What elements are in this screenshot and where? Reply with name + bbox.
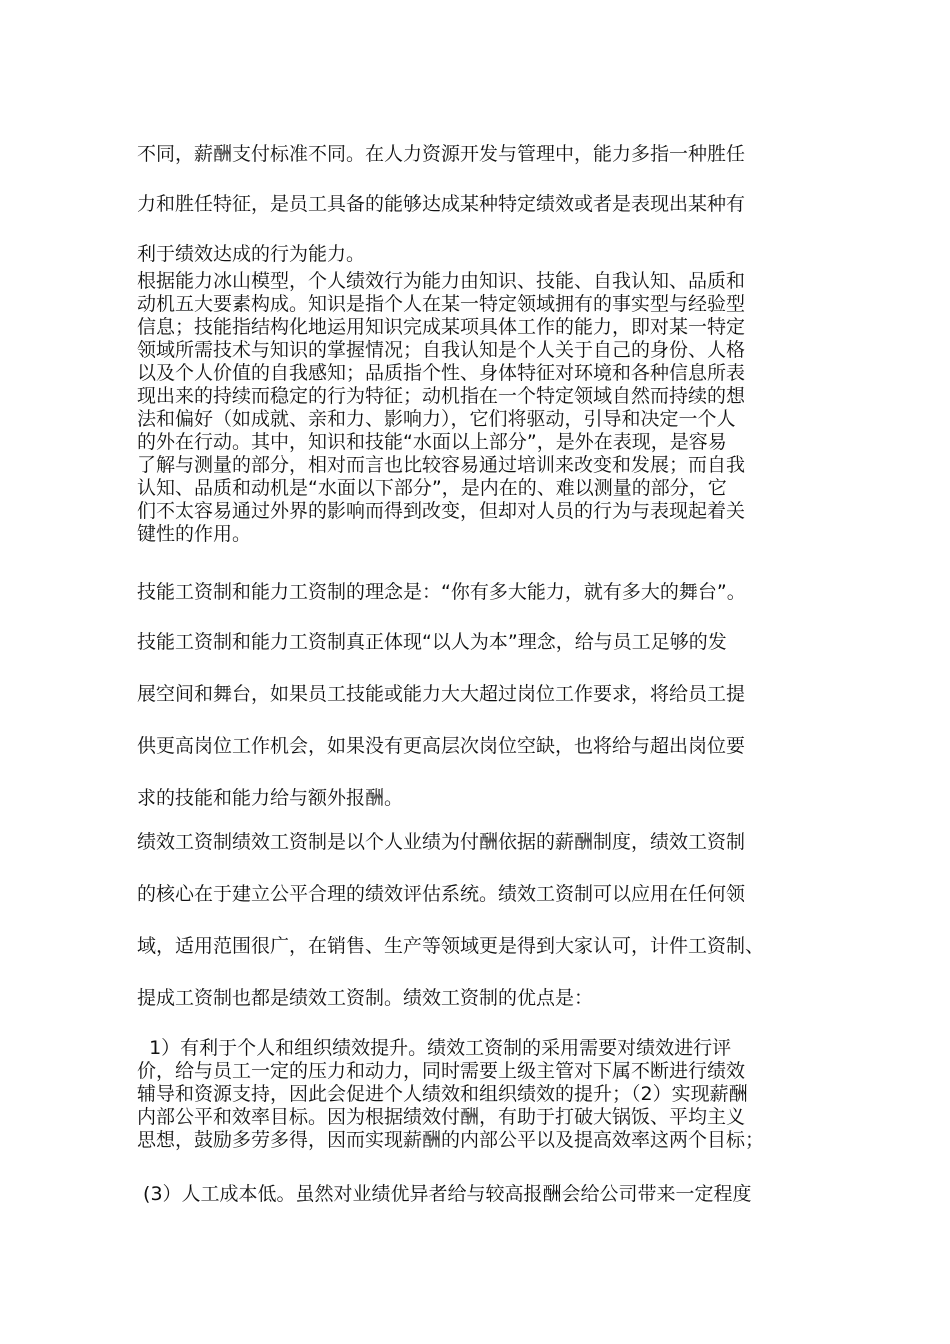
text-line: 域，适用范围很广，在销售、生产等领域更是得到大家认可，计件工资制、	[137, 935, 765, 957]
text-line: 动机五大要素构成。知识是指个人在某一特定领域拥有的事实型与经验型	[137, 293, 746, 315]
text-line: 1）有利于个人和组织绩效提升。绩效工资制的采用需要对绩效进行评	[137, 1037, 732, 1059]
text-line: 价，给与员工一定的压力和动力，同时需要上级主管对下属不断进行绩效	[137, 1060, 746, 1082]
paragraph-ice-model	[137, 270, 827, 546]
text-line: 辅导和资源支持，因此会促进个人绩效和组织绩效的提升；（2）实现薪酬	[137, 1083, 748, 1105]
text-line: 力和胜任特征，是员工具备的能够达成某种特定绩效或者是表现出某种有	[137, 193, 746, 215]
text-line: 键性的作用。	[137, 523, 252, 545]
text-line: 了解与测量的部分，相对而言也比较容易通过培训来改变和发展；而自我	[137, 454, 746, 476]
text-line: 法和偏好（如成就、亲和力、影响力），它们将驱动，引导和决定一个人	[137, 408, 736, 430]
text-line: 领域所需技术与知识的掌握情况；自我认知是个人关于自己的身份、人格	[137, 339, 746, 361]
paragraph-advantages	[137, 1037, 827, 1152]
text-line: 现出来的持续而稳定的行为特征；动机指在一个特定领域自然而持续的想	[137, 385, 746, 407]
text-line: (3）人工成本低。虽然对业绩优异者给与较高报酬会给公司带来一定程度	[137, 1183, 752, 1205]
text-line: 求的技能和能力给与额外报酬。	[137, 787, 404, 809]
text-line: 技能工资制和能力工资制真正体现“以人为本”理念，给与员工足够的发	[137, 631, 727, 653]
text-line: 展空间和舞台，如果员工技能或能力大大超过岗位工作要求，将给员工提	[137, 683, 746, 705]
text-line: 信息；技能指结构化地运用知识完成某项具体工作的能力，即对某一特定	[137, 316, 746, 338]
text-line: 利于绩效达成的行为能力。	[137, 243, 366, 265]
text-line: 提成工资制也都是绩效工资制。绩效工资制的优点是：	[137, 987, 594, 1009]
text-line: 思想，鼓励多劳多得，因而实现薪酬的内部公平以及提高效率这两个目标；	[137, 1129, 765, 1151]
text-line: 认知、品质和动机是“水面以下部分”，是内在的、难以测量的部分，它	[137, 477, 727, 499]
text-line: 供更高岗位工作机会，如果没有更高层次岗位空缺，也将给与超出岗位要	[137, 735, 746, 757]
text-line: 技能工资制和能力工资制的理念是：“你有多大能力，就有多大的舞台”。	[137, 581, 746, 603]
text-line: 的核心在于建立公平合理的绩效评估系统。绩效工资制可以应用在任何领	[137, 883, 746, 905]
text-line: 们不太容易通过外界的影响而得到改变，但却对人员的行为与表现起着关	[137, 500, 746, 522]
text-line: 以及个人价值的自我感知；品质指个性、身体特征对环境和各种信息所表	[137, 362, 746, 384]
text-line: 不同，薪酬支付标准不同。在人力资源开发与管理中，能力多指一种胜任	[137, 143, 746, 165]
text-line: 内部公平和效率目标。因为根据绩效付酬，有助于打破大锅饭、平均主义	[137, 1106, 746, 1128]
text-line: 绩效工资制绩效工资制是以个人业绩为付酬依据的薪酬制度，绩效工资制	[137, 831, 746, 853]
text-line: 的外在行动。其中，知识和技能“水面以上部分”，是外在表现，是容易	[137, 431, 727, 453]
text-line: 根据能力冰山模型，个人绩效行为能力由知识、技能、自我认知、品质和	[137, 270, 746, 292]
